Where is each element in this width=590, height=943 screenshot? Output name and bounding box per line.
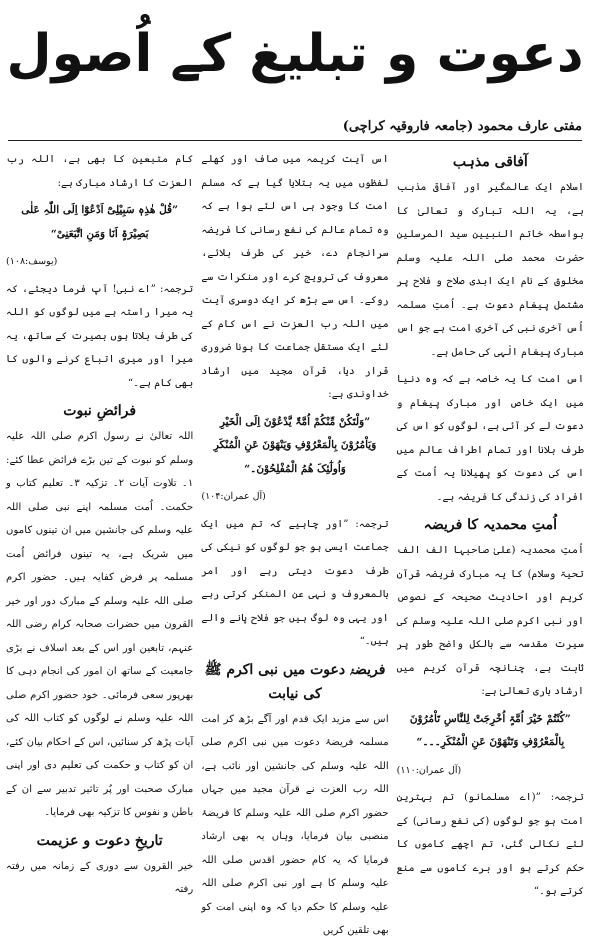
author-byline: مفتی عارف محمود (جامعہ فاروقیہ کراچی) (8, 118, 582, 141)
column-right (396, 148, 584, 897)
paragraph: اُمتِ محمدیہ (علیٰ صاحبہا الف الف تحیۃ وسلام) کا یہ مبارک فریضہ قرآن کریم اور احادیث صحیحہ کے نصوص اور نبی اکرم صلی اللہ علیہ وسلم کی سیرت مقدسہ سے بالکل واضح طور پر ثابت ہے، چنانچہ قرآن کریم میں ارشاد باری تعالیٰ ہے: (396, 545, 584, 697)
quran-verse: ”قُلْ ھٰذِہٖ سَبِیْلِیْٓ اَدْعُوْٓا اِلَی اللّٰہِ عَلٰی بَصِیْرَۃٍ اَنَا وَمَنِ اتَّبَعَنِیْ“ (21, 204, 179, 240)
verse-reference: (آل عمران:۱۰۴) (201, 491, 266, 502)
paragraph: اس آیت کریمہ میں صاف اور کھلے لفظوں میں یہ بتلایا گیا ہے کہ مسلم امت کا وجود ہی اس لئے ہوا ہے کہ وہ تمام عالم کی نفع رسانی کا فریضہ سرانجام دے، خیر کی طرف بلائے، معروف کی ترویج کرے اور منکرات سے روکے۔ اس سے بڑھ کر ایک دوسری آیت میں اللہ رب العزت نے اس کام کے لئے ایک مستقل جماعت کا ہونا ضروری قرار دیا، قرآن مجید میں ارشاد خداوندی ہے: (201, 154, 389, 400)
article-title: دعوت و تبلیغ کے اُصول (6, 24, 584, 84)
section-heading: آفاقی مذہب (452, 154, 528, 170)
paragraph: اس امت کا یہ خاصہ ہے کہ وہ دنیا میں ایک خاص اور مبارک پیغام و دعوت لے کر آئی ہے، لوگوں کو اس کی طرف بلانا اور تمام اطراف عالم میں اس کی دعوت کو پھیلانا یہ اُمت کے افراد کی زندگی کا فریضہ ہے۔ (396, 374, 584, 503)
column-left (6, 148, 194, 895)
section-heading: تاریخِ دعوت و عزیمت (36, 832, 163, 849)
text-columns (6, 148, 584, 936)
verse-reference: (یوسف:۱۰۸) (6, 256, 58, 267)
quran-verse: ”کُنْتُمْ خَیْرَ اُمَّۃٍ اُخْرِجَتْ لِلنَّاسِ تَاْمُرُوْنَ بِالْمَعْرُوْفِ وَتَنْھَوْنَ عَنِ الْمُنْکَرِ۔۔۔“ (409, 712, 571, 748)
section-heading: فرائضِ نبوت (63, 403, 137, 419)
verse-reference: (آل عمران:۱۱۰) (396, 764, 462, 776)
paragraph: اسلام ایک عالمگیر اور آفاقی مذہب ہے، یہ اللہ تبارک و تعالیٰ کا بواسطہ خاتم النبیین سید المرسلین حضرت محمد صلی اللہ علیہ وسلم مخلوق کے نام ایک ابدی صلاح و فلاح پر مشتمل پیغام دعوت ہے۔ اُمتِ مسلمہ اُس آخری نبی کی آخری امت ہے جو اس مبارک پیغام الٰہی کی حامل ہے۔ (396, 182, 584, 358)
column-middle (201, 148, 389, 936)
translation-paragraph: ترجمہ: ”(اے مسلمانو) تم بہترین امت ہو جو لوگوں (کی نفع رسانی) کے لئے نکالی گئی، تم اچھے کاموں کا حکم کرتے ہو اور برے کاموں سے منع کرتے ہو۔“ (396, 792, 584, 897)
quran-verse: ”وَلْتَکُنْ مِّنْکُمْ اُمَّۃٌ یَّدْعُوْنَ اِلَی الْخَیْرِ وَیَاْمُرُوْنَ بِالْمَعْرُوْفِ وَیَنْھَوْنَ عَنِ الْمُنْکَرِ وَاُولٰٓئِکَ ھُمُ الْمُفْلِحُوْنَ۔“ (213, 415, 377, 475)
section-heading: فریضۂ دعوت میں نبی اکرم ﷺ کی نیابت (204, 661, 386, 702)
paragraph: اس سے مزید ایک قدم اور آگے بڑھ کر امت مسلمہ فریضۂ دعوت میں نبی اکرم صلی اللہ علیہ وسلم کی جانشین اور نائب ہے، اللہ رب العزت نے قرآن مجید میں جہاں حضور اکرم صلی اللہ علیہ وسلم کا فریضۂ منصبی بیان فرمایا، وہاں یہ بھی ارشاد فرمایا کہ یہ کام حضور اقدس صلی اللہ علیہ وسلم کا ہے اور نبی اکرم صلی اللہ علیہ وسلم کا حکم دیا کہ وہ اپنی امت کو بھی تلقین کریں (201, 713, 389, 936)
translation-paragraph: ترجمہ: ”اے نبی! آپ فرما دیجئے، کہ یہ میرا راستہ ہے میں لوگوں کو اللہ کی طرف بلاتا ہوں بصیرت کے ساتھ، یہ میرا اور میری اتباع کرنے والوں کا بھی کام ہے۔“ (6, 283, 194, 389)
paragraph: کام متبعین کا بھی ہے، اللہ رب العزت کا ارشاد مبارک ہے: (6, 154, 194, 189)
paragraph: اللہ تعالیٰ نے رسول اکرم صلی اللہ علیہ وسلم کو نبوت کے تین بڑے فرائض عطا کئے: ۱۔ تلاوت آیات ۲۔ تزکیہ ۳۔ تعلیم کتاب و حکمت۔ اُمت مسلمہ اپنے نبی صلی اللہ علیہ وسلم کی جانشین میں ان تینوں کاموں میں شریک ہے، یہ تینوں فرائض اُمت مسلمہ پر فرض کفایہ ہیں۔ حضور اکرم صلی اللہ علیہ وسلم کے مبارک دور اور خیر القرون میں حضرات صحابہ کرام رضی اللہ عنہم، تابعین اور اس کے بعد اسلاف نے بڑی جامعیت کے ساتھ ان امور کی انجام دہی کا بھرپور سعی فرمائی۔ خود حضور اکرم صلی اللہ علیہ وسلم نے لوگوں کو کتاب اللہ کی آیات پڑھ کر سنائیں، اس کے احکام بیان کئے، ان کو کتاب و حکمت کی تعلیم دی اور اپنی مبارک صحبت اور پُر تاثیر تدبیر سے ان کے باطن و نفوس کا تزکیہ بھی فرمایا۔ (6, 431, 194, 818)
paragraph: خیر القرون سے دوری کے زمانہ میں رفتہ رفتہ (6, 860, 194, 895)
translation-paragraph: ترجمہ: ”اور چاہیے کہ تم میں ایک جماعت ایسی ہو جو لوگوں کو نیکی کی طرف دعوت دیتی رہے اور امر بالمعروف و نہی عن المنکر کرتی رہے اور یہی وہ لوگ ہیں جو فلاح پانے والے ہیں۔“ (201, 518, 389, 647)
section-heading: اُمتِ محمدیہ کا فریضہ (423, 517, 558, 533)
